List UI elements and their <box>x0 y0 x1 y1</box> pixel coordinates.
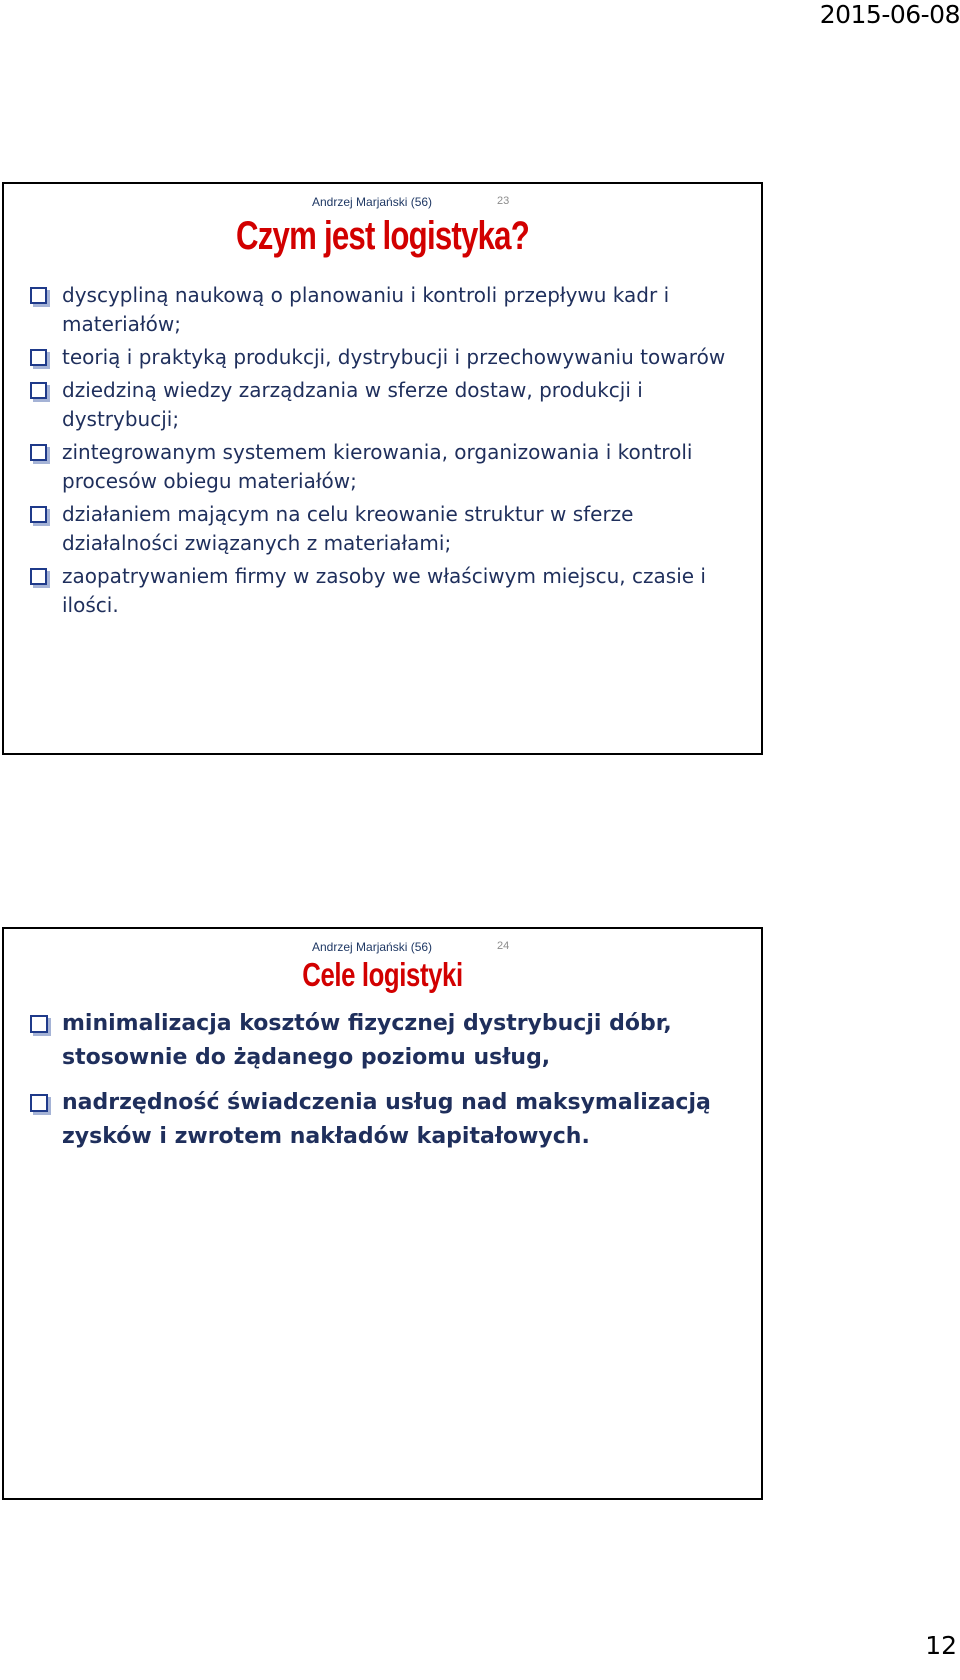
checkbox-bullet-icon <box>30 382 47 399</box>
page-number: 12 <box>925 1631 957 1660</box>
slide-23 <box>2 182 763 755</box>
bullet-text: zintegrowanym systemem kierowania, organizowania i kontroli procesów obiegu materiałów; <box>62 440 693 493</box>
checkbox-bullet-icon <box>30 349 47 366</box>
slide-number: 24 <box>497 940 510 952</box>
bullet-item <box>30 1007 737 1075</box>
bullet-text: teorią i praktyką produkcji, dystrybucji i przechowywaniu towarów <box>62 345 726 369</box>
checkbox-bullet-icon <box>30 568 47 585</box>
checkbox-bullet-icon <box>30 287 47 304</box>
checkbox-bullet-icon <box>30 1094 48 1112</box>
bullet-item <box>30 438 737 496</box>
slide-title: Czym jest logistyka? <box>235 214 530 258</box>
bullet-item <box>30 376 737 434</box>
bullet-item <box>30 562 737 620</box>
slide-author: Andrzej Marjański (56) <box>312 195 433 209</box>
slide-title: Cele logistyki <box>302 956 463 993</box>
bullet-text: zaopatrywaniem firmy w zasoby we właściwym miejscu, czasie i ilości. <box>62 564 706 617</box>
page-date: 2015-06-08 <box>819 0 960 29</box>
slide-24 <box>2 927 763 1500</box>
slide-header <box>4 936 761 956</box>
slide-number: 23 <box>497 195 510 207</box>
slide-header <box>4 191 761 211</box>
checkbox-bullet-icon <box>30 506 47 523</box>
bullet-list <box>30 281 737 624</box>
bullet-text: działaniem mającym na celu kreowanie struktur w sferze działalności związanych z materiałami; <box>62 502 634 555</box>
bullet-list <box>30 1007 737 1165</box>
bullet-item <box>30 343 737 372</box>
slide-author: Andrzej Marjański (56) <box>312 940 433 954</box>
bullet-item <box>30 1086 737 1154</box>
bullet-item <box>30 500 737 558</box>
bullet-item <box>30 281 737 339</box>
bullet-text: nadrzędność świadczenia usług nad maksymalizacją zysków i zwrotem nakładów kapitałowych. <box>62 1090 711 1149</box>
bullet-text: dziedziną wiedzy zarządzania w sferze dostaw, produkcji i dystrybucji; <box>62 378 643 431</box>
checkbox-bullet-icon <box>30 1015 48 1033</box>
checkbox-bullet-icon <box>30 444 47 461</box>
bullet-text: minimalizacja kosztów fizycznej dystrybucji dóbr, stosownie do żądanego poziomu usług, <box>62 1011 672 1070</box>
bullet-text: dyscypliną naukową o planowaniu i kontroli przepływu kadr i materiałów; <box>62 283 670 336</box>
